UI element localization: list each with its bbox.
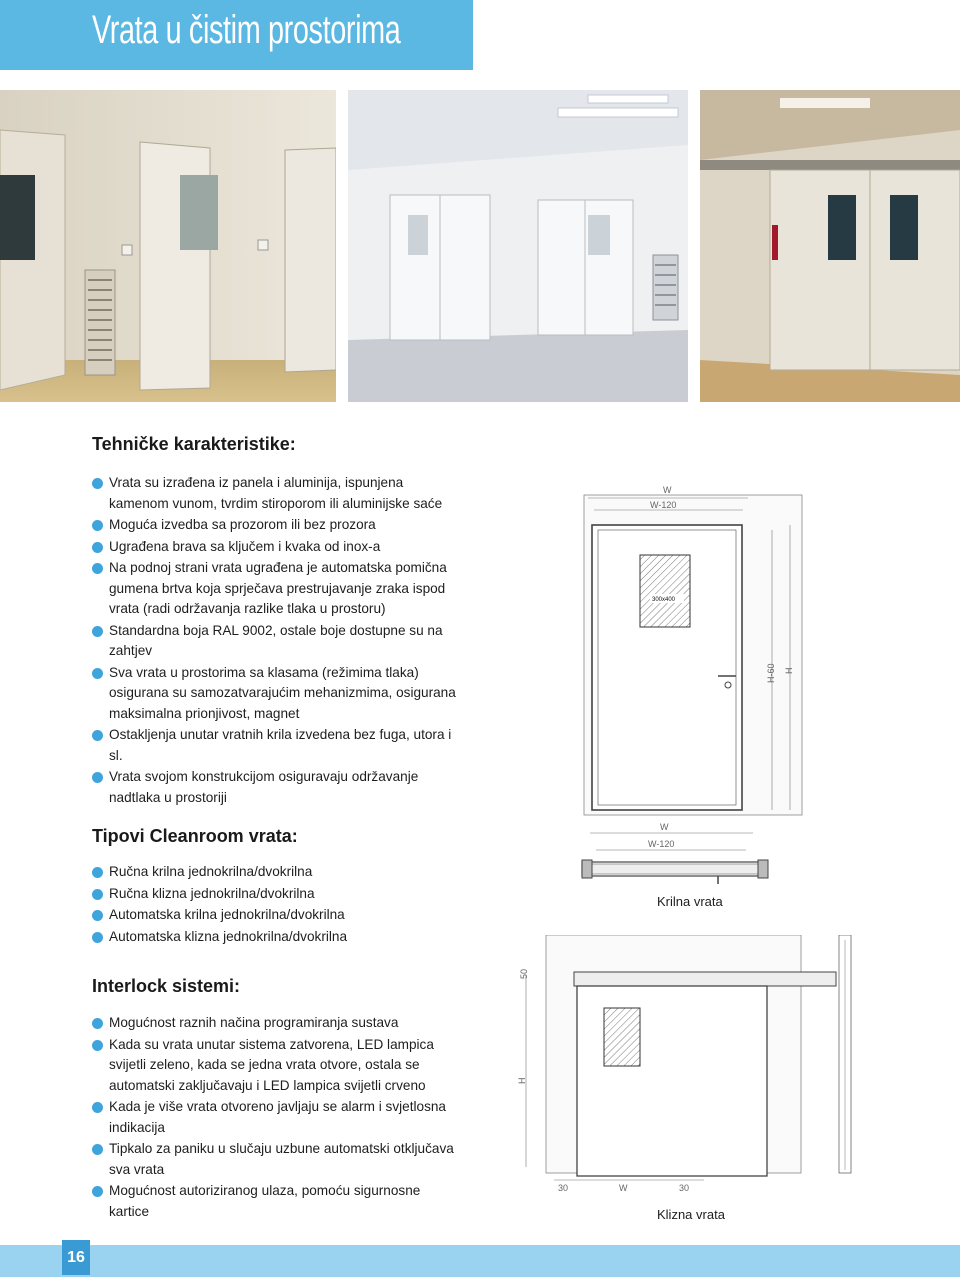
swing-door-drawing — [578, 480, 808, 820]
list-item: Moguća izvedba sa prozorom ili bez prozora — [92, 515, 462, 536]
dim-w-label: W — [663, 485, 672, 495]
photo-corridor-doors — [0, 90, 336, 402]
photo-cleanroom-doors — [348, 90, 688, 402]
svg-text:W-120: W-120 — [648, 839, 675, 849]
list-item: Vrata svojom konstrukcijom osiguravaju održavanje nadtlaka u prostoriji — [92, 767, 462, 808]
tech-list — [92, 473, 462, 809]
types-list — [92, 862, 462, 948]
list-item: Vrata su izrađena iz panela i aluminija, ispunjena kamenom vunom, tvrdim stiroporom ili aluminijske saće — [92, 473, 462, 514]
list-item: Ostakljenja unutar vratnih krila izvedena bez fuga, utora i sl. — [92, 725, 462, 766]
photo-sliding-doors — [700, 90, 960, 402]
list-item: Ručna klizna jednokrilna/dvokrilna — [92, 884, 462, 905]
list-item: Mogućnost autoriziranog ulaza, pomoću sigurnosne kartice — [92, 1181, 462, 1222]
list-item: Mogućnost raznih načina programiranja sustava — [92, 1013, 462, 1034]
dim-w-label: W — [619, 1183, 628, 1193]
swing-door-caption: Krilna vrata — [657, 894, 723, 909]
dim-left-label: 30 — [558, 1183, 569, 1193]
list-item: Sva vrata u prostorima sa klasama (režimima tlaka) osigurana su samozatvarajućim mehanizmima, osigurana maksimalna prionjivost, magnet — [92, 663, 462, 725]
list-item: Ručna krilna jednokrilna/dvokrilna — [92, 862, 462, 883]
list-item: Automatska krilna jednokrilna/dvokrilna — [92, 905, 462, 926]
list-item: Kada su vrata unutar sistema zatvorena, LED lampica svijetli zeleno, kada se jedna vrata otvore, ostala se automatski zaključavaju i LED lampica svijetli crveno — [92, 1035, 462, 1097]
footer-bar — [0, 1245, 960, 1277]
list-item: Na podnoj strani vrata ugrađena je automatska pomična gumena brtva koja sprječava prestrujavanje zraka ispod vrata (radi održavanja razlike tlaka u prostoru) — [92, 558, 462, 620]
page-title: Vrata u čistim prostorima — [92, 8, 401, 52]
swing-door-plan — [578, 820, 778, 890]
svg-text:W: W — [660, 822, 669, 832]
dim-h-label: H — [784, 667, 794, 674]
dim-w-inner-label: W-120 — [650, 500, 677, 510]
list-item: Kada je više vrata otvoreno javljaju se alarm i svjetlosna indikacija — [92, 1097, 462, 1138]
page-number: 16 — [62, 1240, 90, 1275]
tech-heading: Tehničke karakteristike: — [92, 434, 296, 454]
sliding-door-caption: Klizna vrata — [657, 1207, 725, 1222]
dim-h-inner-label: H-60 — [766, 663, 776, 683]
types-heading: Tipovi Cleanroom vrata: — [92, 826, 298, 846]
dim-h-label: H — [517, 1077, 527, 1084]
list-item: Ugrađena brava sa ključem i kvaka od inox-a — [92, 537, 462, 558]
interlock-list — [92, 1013, 462, 1223]
dim-right-label: 30 — [679, 1183, 690, 1193]
list-item: Automatska klizna jednokrilna/dvokrilna — [92, 927, 462, 948]
sliding-door-drawing — [514, 935, 859, 1200]
interlock-heading: Interlock sistemi: — [92, 976, 241, 996]
list-item: Tipkalo za paniku u slučaju uzbune automatski otključava sva vrata — [92, 1139, 462, 1180]
window-size-label: 300x400 — [652, 597, 676, 603]
list-item: Standardna boja RAL 9002, ostale boje dostupne su na zahtjev — [92, 621, 462, 662]
dim-top-label: 50 — [519, 968, 529, 979]
